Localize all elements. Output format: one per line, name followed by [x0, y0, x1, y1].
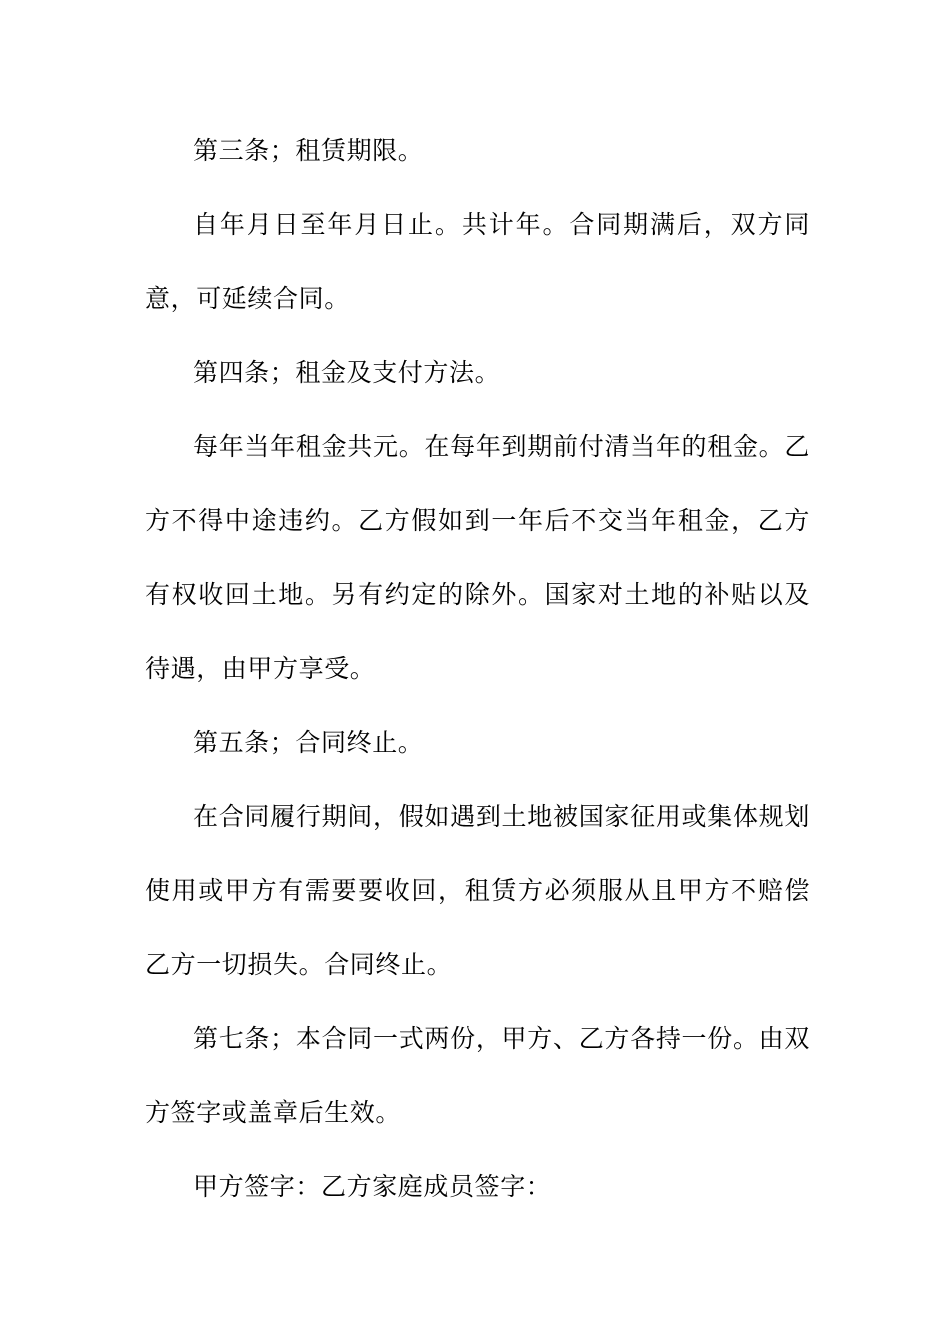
article-3-body: 自年月日至年月日止。共计年。合同期满后，双方同意，可延续合同。 [145, 210, 810, 313]
signature-line: 甲方签字：乙方家庭成员签字： [193, 1172, 552, 1201]
article-5-body: 在合同履行期间，假如遇到土地被国家征用或集体规划使用或甲方有需要要收回，租赁方必须服从且甲方不赔偿乙方一切损失。合同终止。 [145, 802, 810, 979]
article-4-heading: 第四条；租金及支付方法。 [193, 358, 501, 387]
article-7-body: 第七条；本合同一式两份，甲方、乙方各持一份。由双方签字或盖章后生效。 [145, 1024, 810, 1127]
article-3-heading: 第三条；租赁期限。 [193, 136, 424, 165]
article-4-body: 每年当年租金共元。在每年到期前付清当年的租金。乙方不得中途违约。乙方假如到一年后不交当年租金，乙方有权收回土地。另有约定的除外。国家对土地的补贴以及待遇，由甲方享受。 [145, 432, 810, 683]
document-body [145, 114, 810, 1224]
article-5-heading: 第五条；合同终止。 [193, 728, 424, 757]
